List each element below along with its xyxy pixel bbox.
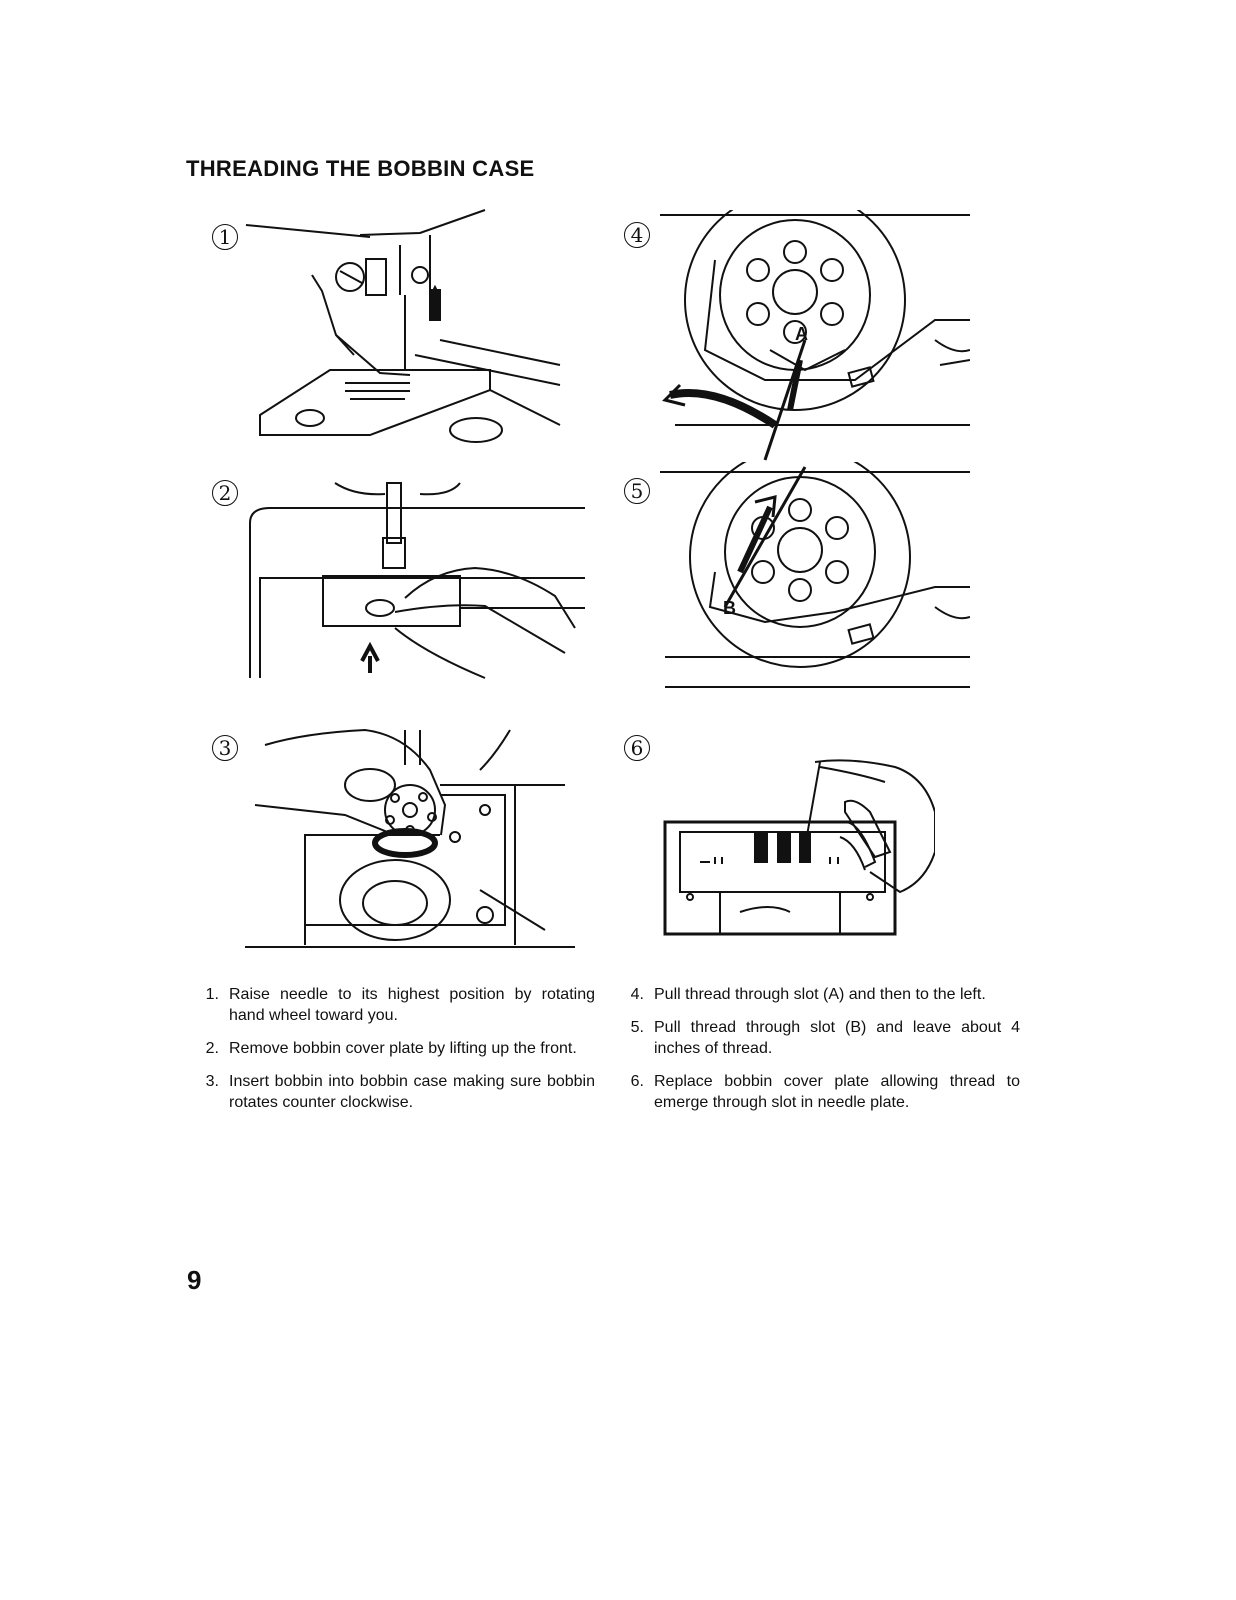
list-item (195, 1071, 595, 1113)
figure-label-1: 1 (212, 224, 238, 250)
steps-right-column (620, 984, 1020, 1125)
list-item (195, 1038, 595, 1059)
step-number: 6. (630, 1073, 644, 1090)
step-number: 5. (630, 1019, 644, 1036)
figure-label-6: 6 (624, 735, 650, 761)
slot-a-label: A (795, 324, 808, 344)
step-number: 1. (205, 986, 219, 1003)
list-item (620, 984, 1020, 1005)
step-number: 3. (205, 1073, 219, 1090)
step-number: 2. (205, 1040, 219, 1057)
step-number: 4. (630, 986, 644, 1003)
step-text: Raise needle to its highest position by rotating hand wheel toward you. (229, 986, 595, 1024)
step-text: Insert bobbin into bobbin case making sure bobbin rotates counter clockwise. (229, 1073, 595, 1111)
list-item (195, 984, 595, 1026)
pull-thread-slot-b-illustration (655, 462, 970, 692)
pull-thread-slot-a-illustration (655, 210, 970, 465)
steps-left-column (195, 984, 595, 1125)
page-title: THREADING THE BOBBIN CASE (186, 156, 535, 181)
figure-label-5: 5 (624, 478, 650, 504)
figure-label-3: 3 (212, 735, 238, 761)
step-text: Replace bobbin cover plate allowing thread to emerge through slot in needle plate. (654, 1073, 1020, 1111)
replace-cover-plate-illustration (660, 752, 935, 942)
page-number: 9 (187, 1265, 202, 1295)
step-text: Remove bobbin cover plate by lifting up the front. (229, 1040, 577, 1057)
figure-label-2: 2 (212, 480, 238, 506)
raise-needle-illustration (240, 205, 570, 455)
step-text: Pull thread through slot (A) and then to the left. (654, 986, 986, 1003)
list-item (620, 1071, 1020, 1113)
slot-b-label: B (723, 598, 736, 618)
figure-label-4: 4 (624, 222, 650, 248)
list-item (620, 1017, 1020, 1059)
step-text: Pull thread through slot (B) and leave about 4 inches of thread. (654, 1019, 1020, 1057)
insert-bobbin-illustration (245, 725, 575, 950)
remove-cover-plate-illustration (245, 478, 585, 688)
